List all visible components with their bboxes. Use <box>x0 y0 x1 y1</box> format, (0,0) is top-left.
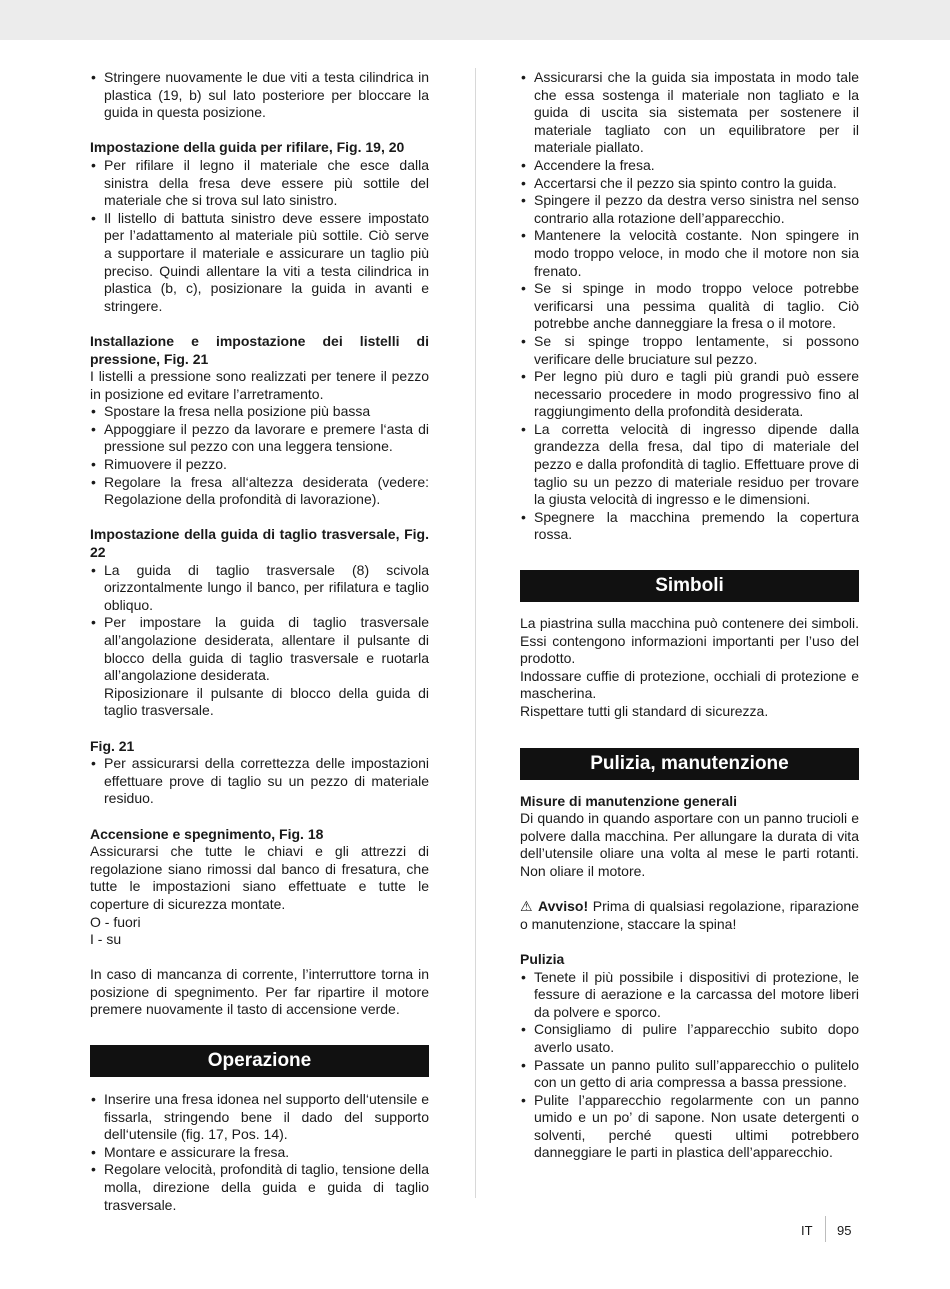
pulizia-heading: Pulizia <box>520 950 565 967</box>
pressione-heading: Installazione e impostazione dei listelli di pressione, Fig. 21 <box>90 332 429 367</box>
operazione-title: Operazione <box>90 1045 429 1077</box>
switch-on-label: I - su <box>90 931 122 948</box>
warning-paragraph <box>520 898 859 933</box>
warning-label: Avviso! <box>538 898 589 915</box>
list-item: • Il listello di battuta sinistro deve essere impostato per l’adattamento al materiale più sottile. Ciò serve a supportare il materiale e assicurare un taglio più preciso. Quindi allentare la viti a testa cilindrica in plastica (b, c), posizionare la guida in avanti e stringere. <box>90 210 429 316</box>
right-column <box>520 69 859 1162</box>
column-divider <box>475 68 476 1198</box>
accensione-text-2: In caso di mancanza di corrente, l’interruttore torna in posizione di spegnimento. Per far ripartire il motore premere nuovamente il tasto di accensione verde. <box>90 966 429 1018</box>
language-code: IT <box>801 1223 813 1238</box>
list-item: • Stringere nuovamente le due viti a testa cilindrica in plastica (19, b) sul lato posteriore per bloccare la guida in questa posizione. <box>90 69 429 122</box>
warning-text: Prima di qualsiasi regolazione, riparazione o manutenzione, staccare la spina! <box>520 898 859 932</box>
pulizia-manutenzione-title: Pulizia, manutenzione <box>520 748 859 780</box>
list-item: • Se si spinge troppo lentamente, si possono verificare delle bruciature sul pezzo. <box>520 333 859 368</box>
list-item: • Assicurarsi che la guida sia impostata in modo tale che essa sostenga il materiale non tagliato e la guida di uscita sia sistemata per sostenere il materiale tagliato con un equilibratore per il materiale piallato. <box>520 69 859 157</box>
trasversale-list <box>90 562 429 720</box>
list-item: • Accendere la fresa. <box>520 157 859 175</box>
trasversale-heading: Impostazione della guida di taglio trasversale, Fig. 22 <box>90 526 429 561</box>
simboli-text-2: Indossare cuffie di protezione, occhiali di protezione e mascherina. <box>520 667 859 702</box>
warning-icon: ⚠ <box>520 898 534 915</box>
fig21-list <box>90 755 429 808</box>
rifilare-list <box>90 157 429 315</box>
list-item: • Montare e assicurare la fresa. <box>90 1144 429 1162</box>
list-item: • Rimuovere il pezzo. <box>90 456 429 474</box>
list-item: • Per assicurarsi della correttezza delle impostazioni effettuare prove di taglio su un pezzo di materiale residuo. <box>90 755 429 808</box>
switch-off-label: O - fuori <box>90 913 141 930</box>
list-item: • Pulite l’apparecchio regolarmente con un panno umido e un po’ di sapone. Non usate detergenti o solventi, perché questi ultimi potrebbero danneggiare le parti in plastica dell’apparecchio. <box>520 1092 859 1162</box>
list-item: • Appoggiare il pezzo da lavorare e premere l‘asta di pressione sul pezzo con una leggera tensione. <box>90 421 429 456</box>
pressione-list <box>90 403 429 509</box>
list-item: • Per impostare la guida di taglio trasversale all’angolazione desiderata, allentare il pulsante di blocco della guida di taglio trasversale e ruotarla all’angolazione desiderata. Riposizionare il pulsante di blocco della guida di taglio trasversale. <box>90 614 429 720</box>
pulizia-list <box>520 969 859 1163</box>
misure-heading: Misure di manutenzione generali <box>520 792 738 809</box>
accensione-heading: Accensione e spegnimento, Fig. 18 <box>90 825 324 842</box>
operazione-list <box>90 1091 429 1214</box>
list-item: • Spingere il pezzo da destra verso sinistra nel senso contrario alla rotazione dell’apparecchio. <box>520 192 859 227</box>
simboli-title: Simboli <box>520 570 859 602</box>
fig21-heading: Fig. 21 <box>90 737 135 754</box>
list-item: • Spostare la fresa nella posizione più bassa <box>90 403 429 421</box>
misure-text: Di quando in quando asportare con un panno trucioli e polvere dalla macchina. Per allungare la durata di vita dell’utensile oliare una volta al mese le parti rotanti. Non oliare il motore. <box>520 810 859 879</box>
footer-separator <box>825 1216 826 1242</box>
procedure-list <box>520 69 859 544</box>
intro-list <box>90 69 429 122</box>
list-item: • Se si spinge in modo troppo veloce potrebbe verificarsi una pessima qualità di taglio. Ciò potrebbe anche danneggiare la fresa o il motore. <box>520 280 859 333</box>
left-column <box>90 69 429 1214</box>
list-item: • Per rifilare il legno il materiale che esce dalla sinistra della fresa deve essere più sottile del materiale che si trova sul lato sinistro. <box>90 157 429 210</box>
list-item: • Tenete il più possibile i dispositivi di protezione, le fessure di aerazione e la carcassa del motore liberi da polvere e sporco. <box>520 969 859 1022</box>
page-number: 95 <box>837 1223 852 1238</box>
list-item: • Regolare la fresa all‘altezza desiderata (vedere: Regolazione della profondità di lavorazione). <box>90 474 429 509</box>
list-item: • Spegnere la macchina premendo la copertura rossa. <box>520 509 859 544</box>
rifilare-heading: Impostazione della guida per rifilare, Fig. 19, 20 <box>90 139 405 156</box>
pressione-text: I listelli a pressione sono realizzati per tenere il pezzo in posizione ed evitare l’arretramento. <box>90 368 429 402</box>
list-item: • Mantenere la velocità costante. Non spingere in modo troppo veloce, in modo che il motore non sia frenato. <box>520 227 859 280</box>
list-item: • Regolare velocità, profondità di taglio, tensione della molla, direzione della guida e guida di taglio trasversale. <box>90 1161 429 1214</box>
list-item: • Consigliamo di pulire l’apparecchio subito dopo averlo usato. <box>520 1021 859 1056</box>
simboli-text-3: Rispettare tutti gli standard di sicurezza. <box>520 703 769 719</box>
list-item: • Inserire una fresa idonea nel supporto dell‘utensile e fissarla, stringendo bene il dado del supporto dell‘utensile (fig. 17, Pos. 14). <box>90 1091 429 1144</box>
list-item: • Accertarsi che il pezzo sia spinto contro la guida. <box>520 175 859 193</box>
accensione-text: Assicurarsi che tutte le chiavi e gli attrezzi di regolazione siano rimossi dal banco di fresatura, che tutte le impostazioni siano effettuate e tutte le coperture di sicurezza montate. <box>90 843 429 912</box>
list-item: • Per legno più duro e tagli più grandi può essere necessario procedere in modo progressivo fino al raggiungimento della profondità desiderata. <box>520 368 859 421</box>
list-item: • Passate un panno pulito sull’apparecchio o pulitelo con un getto di aria compressa a bassa pressione. <box>520 1057 859 1092</box>
list-item: • La guida di taglio trasversale (8) scivola orizzontalmente lungo il banco, per rifilatura e taglio obliquo. <box>90 562 429 615</box>
top-band <box>0 0 950 40</box>
simboli-text-1: La piastrina sulla macchina può contenere dei simboli. Essi contengono informazioni importanti per l’uso del prodotto. <box>520 615 859 667</box>
list-item: • La corretta velocità di ingresso dipende dalla grandezza della fresa, dal tipo di materiale del pezzo e dalla profondità di taglio. Effettuare prove di taglio su un pezzo di materiale residuo per trovare la giusta velocità di ingresso e le dimensioni. <box>520 421 859 509</box>
